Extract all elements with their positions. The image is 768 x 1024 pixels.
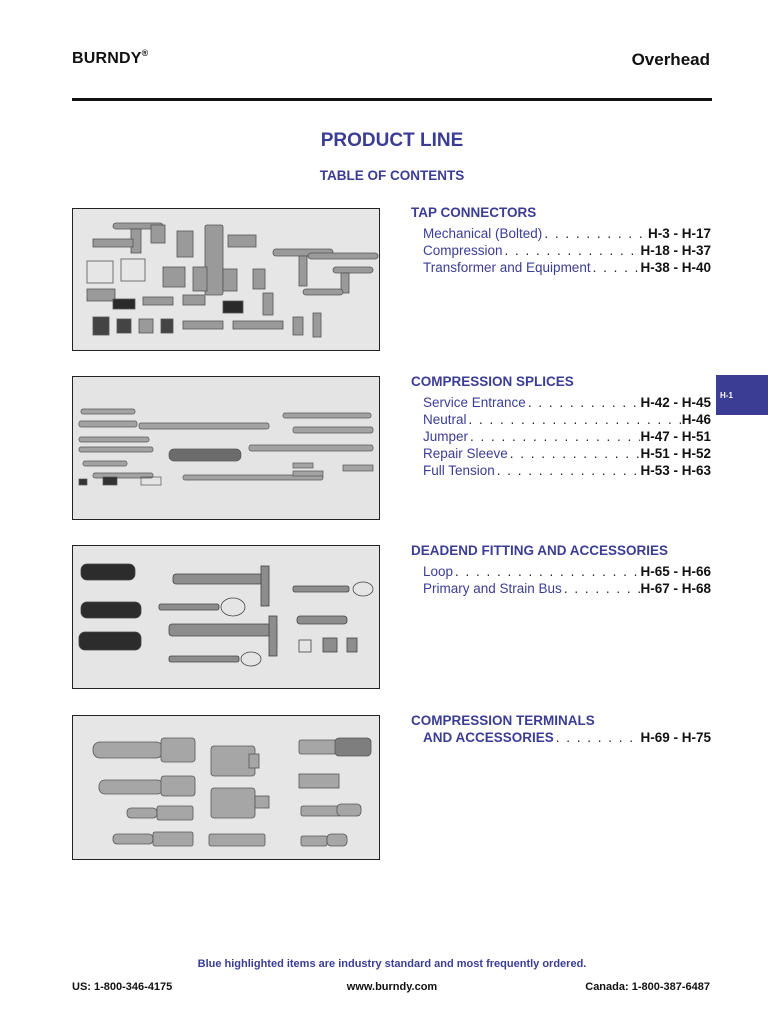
canada-phone: Canada: 1-800-387-6487 bbox=[585, 981, 710, 993]
toc-entry[interactable] bbox=[411, 563, 711, 580]
compression-splices-photo bbox=[72, 376, 380, 520]
toc-entry[interactable] bbox=[411, 445, 711, 462]
entry-label: Repair Sleeve bbox=[423, 446, 508, 461]
entry-label: Neutral bbox=[423, 412, 467, 427]
toc-group-compression-terminals bbox=[411, 713, 711, 746]
entry-pages: H-67 - H-68 bbox=[640, 581, 711, 596]
footnote: Blue highlighted items are industry standard and most frequently ordered. bbox=[197, 958, 587, 970]
toc-group-deadend-fittings bbox=[411, 543, 711, 597]
page-tab bbox=[716, 375, 768, 415]
toc-entry[interactable] bbox=[411, 428, 711, 445]
entry-pages: H-46 bbox=[681, 412, 711, 427]
registered-mark: ® bbox=[141, 48, 149, 58]
compression-terminals-photo bbox=[72, 715, 380, 860]
toc-group-tap-connectors bbox=[411, 205, 711, 276]
tap-connectors-photo bbox=[72, 208, 380, 351]
entry-pages: H-53 - H-63 bbox=[640, 463, 711, 478]
brand-logo bbox=[72, 50, 149, 68]
toc-entry[interactable] bbox=[411, 394, 711, 411]
entry-pages: H-38 - H-40 bbox=[640, 260, 711, 275]
group-title: COMPRESSION TERMINALS bbox=[411, 713, 595, 728]
toc-heading: TABLE OF CONTENTS bbox=[319, 168, 465, 183]
entry-label: Full Tension bbox=[423, 463, 495, 478]
group-title: COMPRESSION SPLICES bbox=[411, 374, 574, 389]
entry-pages: H-42 - H-45 bbox=[640, 395, 711, 410]
entry-label: AND ACCESSORIES bbox=[423, 730, 554, 745]
entry-label: Compression bbox=[423, 243, 503, 258]
us-phone: US: 1-800-346-4175 bbox=[72, 981, 173, 993]
page-title: PRODUCT LINE bbox=[320, 130, 464, 151]
entry-pages: H-65 - H-66 bbox=[640, 564, 711, 579]
toc-entry[interactable] bbox=[411, 411, 711, 428]
toc-entry[interactable] bbox=[411, 729, 711, 746]
toc-entry[interactable] bbox=[411, 580, 711, 597]
entry-pages: H-51 - H-52 bbox=[640, 446, 711, 461]
entry-label: Transformer and Equipment bbox=[423, 260, 591, 275]
group-title: TAP CONNECTORS bbox=[411, 205, 537, 220]
entry-label: Service Entrance bbox=[423, 395, 526, 410]
toc-group-compression-splices bbox=[411, 374, 711, 479]
entry-label: Jumper bbox=[423, 429, 469, 444]
section-title: Overhead bbox=[631, 50, 710, 69]
brand-name: BURNDY bbox=[72, 50, 142, 67]
entry-label: Loop bbox=[423, 564, 454, 579]
deadend-fittings-photo bbox=[72, 545, 380, 689]
group-title: DEADEND FITTING AND ACCESSORIES bbox=[411, 543, 669, 558]
entry-pages: H-18 - H-37 bbox=[640, 243, 711, 258]
toc-entry[interactable] bbox=[411, 225, 711, 242]
entry-pages: H-3 - H-17 bbox=[647, 226, 711, 241]
entry-label: Primary and Strain Bus bbox=[423, 581, 562, 596]
entry-pages: H-69 - H-75 bbox=[640, 730, 711, 745]
entry-label: Mechanical (Bolted) bbox=[423, 226, 543, 241]
entry-pages: H-47 - H-51 bbox=[640, 429, 711, 444]
header-rule bbox=[72, 98, 712, 101]
website-link[interactable]: www.burndy.com bbox=[346, 981, 438, 993]
toc-entry[interactable] bbox=[411, 462, 711, 479]
toc-entry[interactable] bbox=[411, 259, 711, 276]
page-tab-label: H-1 bbox=[720, 391, 733, 400]
toc-entry[interactable] bbox=[411, 242, 711, 259]
